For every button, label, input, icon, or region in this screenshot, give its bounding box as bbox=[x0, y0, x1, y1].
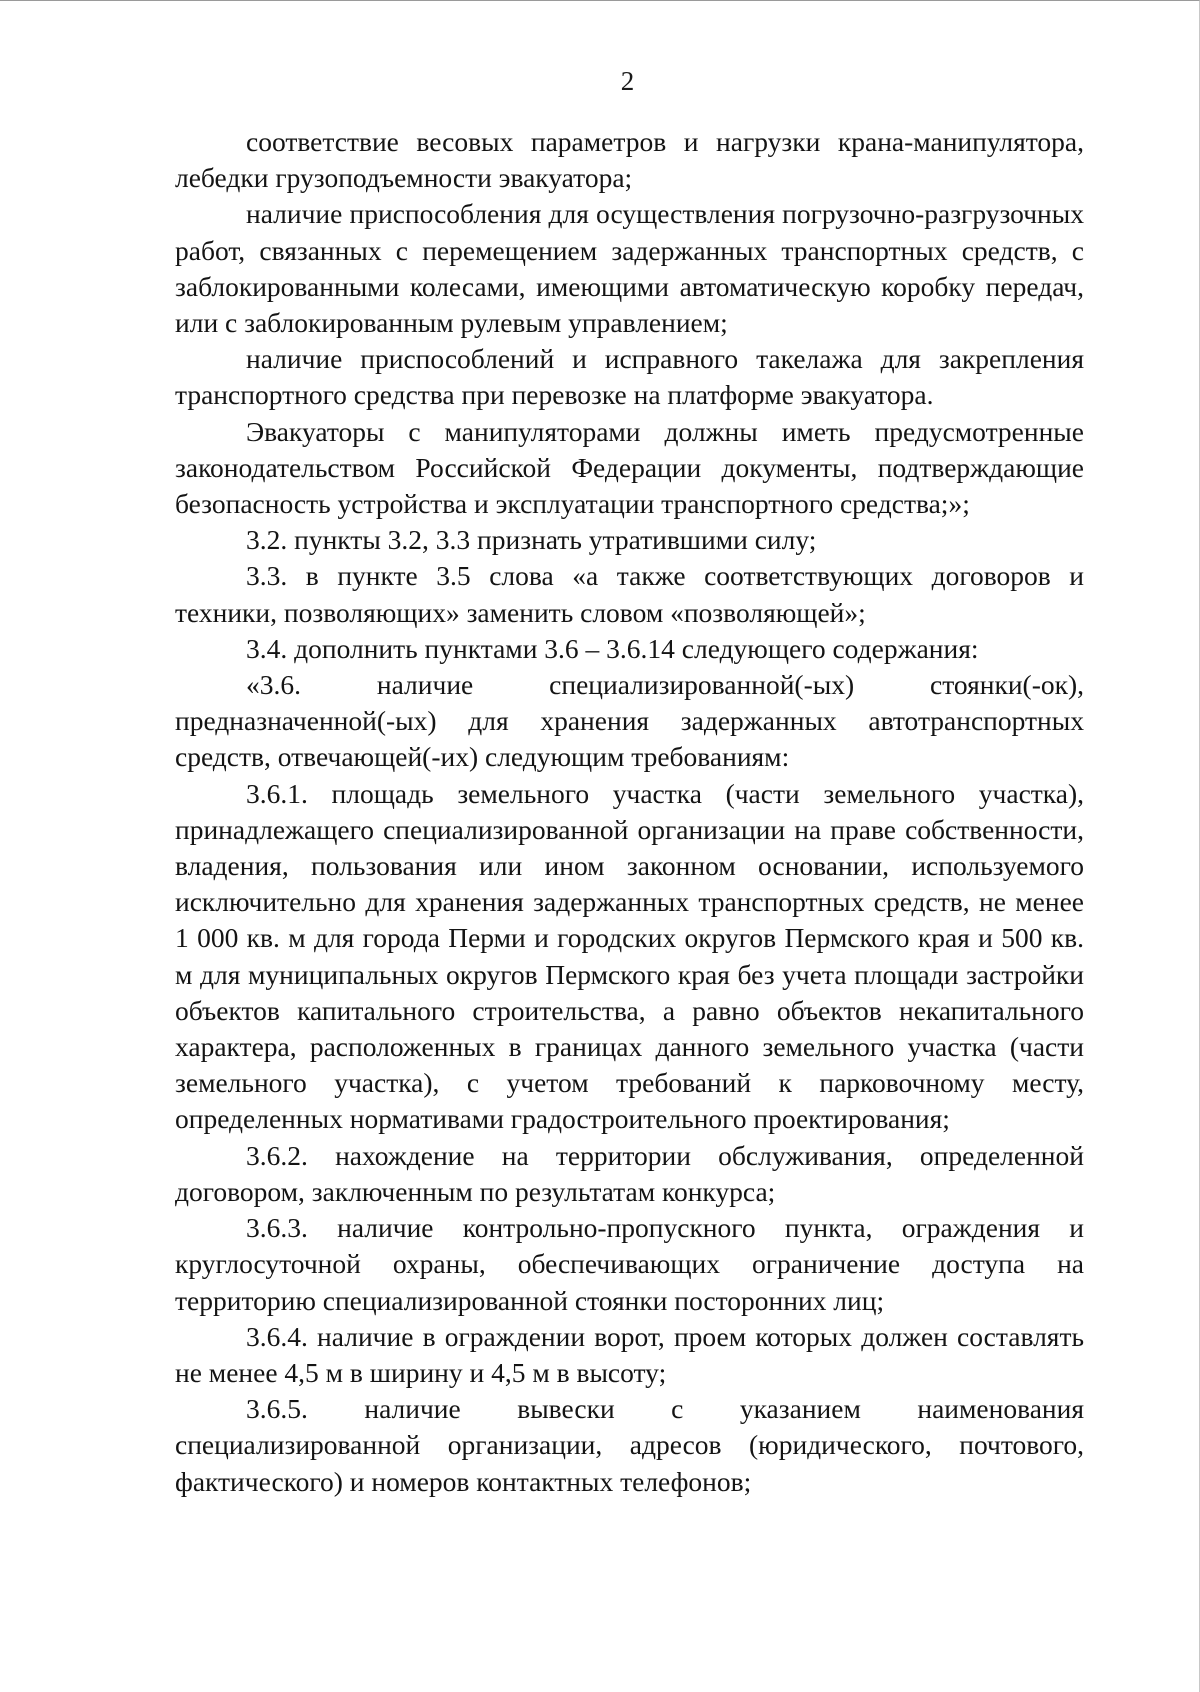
paragraph-tow-truck-documents: Эвакуаторы с манипуляторами должны иметь предусмотренные законодательством Российской Федерации документы, подтверждающие безопасность устройства и эксплуатации транспортного средства;»; bbox=[175, 415, 1084, 520]
paragraph-item-3-6-2: 3.6.2. нахождение на территории обслуживания, определенной договором, заключенным по результатам конкурса; bbox=[175, 1139, 1084, 1207]
paragraph-item-3-6-1: 3.6.1. площадь земельного участка (части земельного участка), принадлежащего специализированной организации на праве собственности, владения, пользования или ином законном основании, используемого исключительно для хранения задержанных транспортных средств, не менее 1 000 кв. м для города Перми и городских округов Пермского края и 500 кв. м для муниципальных округов Пермского края без учета площади застройки объектов капитального строительства, а равно объектов некапитального характера, расположенных в границах данного земельного участка (части земельного участка), с учетом требований к парковочному месту, определенных нормативами градостроительного проектирования; bbox=[175, 777, 1084, 1135]
paragraph-item-3-4: 3.4. дополнить пунктами 3.6 – 3.6.14 следующего содержания: bbox=[246, 632, 979, 664]
paragraph-item-3-2: 3.2. пункты 3.2, 3.3 признать утратившими силу; bbox=[246, 524, 817, 556]
page-number: 2 bbox=[620, 66, 635, 96]
paragraph-item-3-6-3: 3.6.3. наличие контрольно-пропускного пункта, ограждения и круглосуточной охраны, обеспечивающих ограничение доступа на территорию специализированной стоянки посторонних лиц; bbox=[175, 1212, 1084, 1316]
paragraph-item-3-3: 3.3. в пункте 3.5 слова «а также соответствующих договоров и техники, позволяющих» заменить словом «позволяющей»; bbox=[175, 560, 1084, 628]
paragraph-crane-parameters: соответствие весовых параметров и нагрузки крана-манипулятора, лебедки грузоподъемности эвакуатора; bbox=[175, 126, 1084, 194]
paragraph-item-3-6-4: 3.6.4. наличие в ограждении ворот, проем которых должен составлять не менее 4,5 м в ширину и 4,5 м в высоту; bbox=[175, 1320, 1084, 1388]
document-body bbox=[175, 124, 1084, 1500]
paragraph-item-3-6: «3.6. наличие специализированной(-ых) стоянки(-ок), предназначенной(-ых) для хранения задержанных автотранспортных средств, отвечающей(-их) следующим требованиям: bbox=[175, 669, 1084, 773]
paragraph-item-3-6-5: 3.6.5. наличие вывески с указанием наименования специализированной организации, адресов (юридического, почтового, фактического) и номеров контактных телефонов; bbox=[175, 1393, 1084, 1497]
paragraph-rigging: наличие приспособлений и исправного такелажа для закрепления транспортного средства при перевозке на платформе эвакуатора. bbox=[175, 343, 1084, 411]
paragraph-loading-equipment: наличие приспособления для осуществления погрузочно-разгрузочных работ, связанных с перемещением задержанных транспортных средств, с заблокированными колесами, имеющими автоматическую коробку передач, или с заблокированным рулевым управлением; bbox=[175, 198, 1084, 339]
